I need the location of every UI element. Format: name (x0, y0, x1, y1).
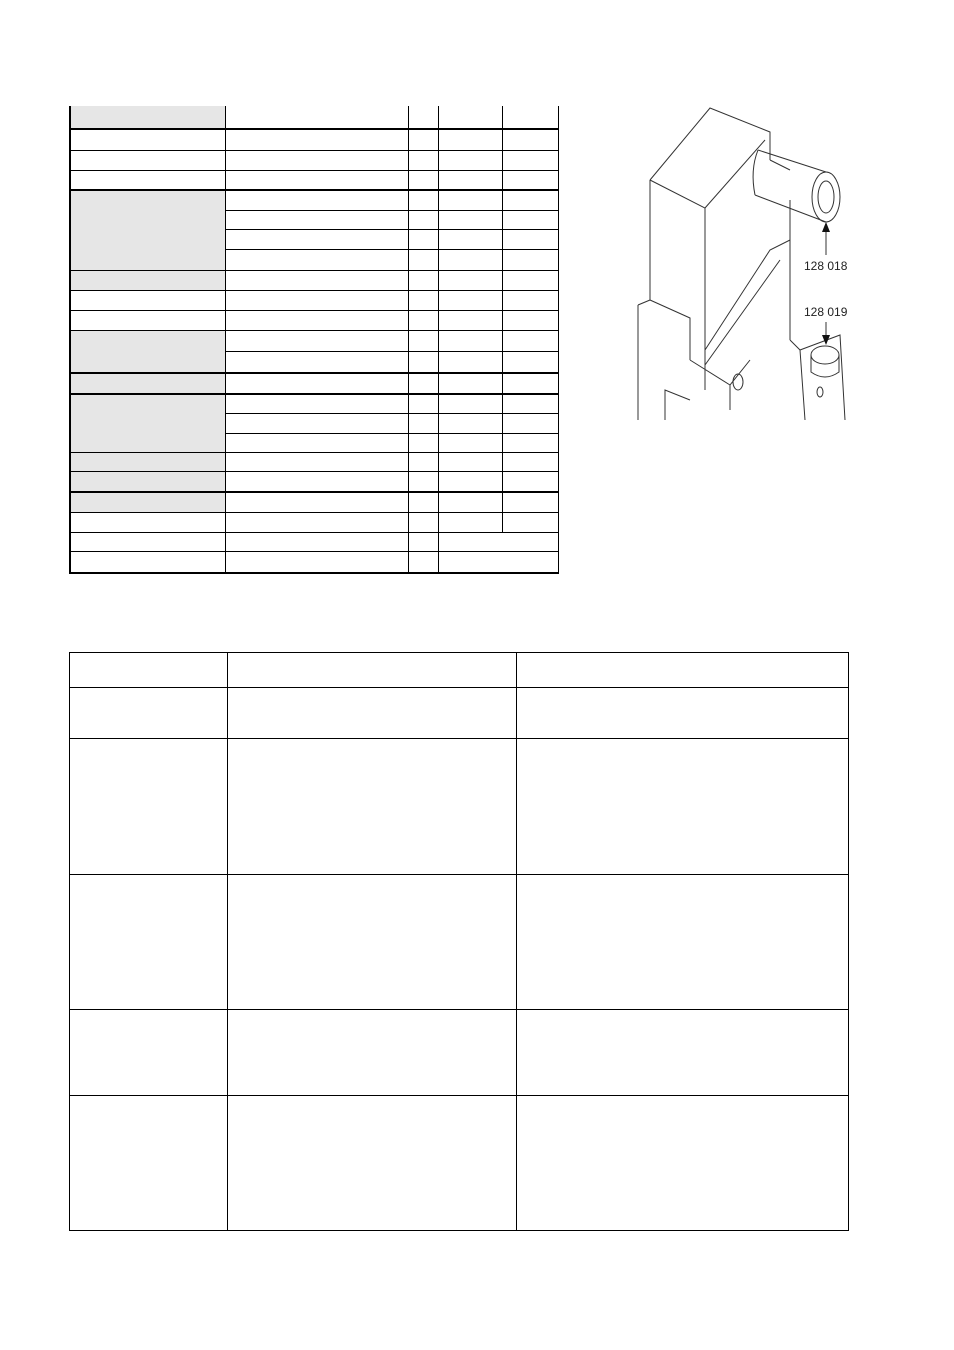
shaded-cell (70, 270, 225, 290)
part-drawing (630, 100, 870, 430)
shaded-cell (70, 106, 225, 128)
description-table (69, 652, 849, 1231)
shaded-cell (70, 190, 225, 270)
table-cell (227, 652, 516, 687)
shaded-cell (70, 453, 225, 491)
callout-label: 128 019 (804, 305, 848, 319)
table-cell (69, 652, 227, 687)
shaded-cell (70, 492, 225, 512)
isometric-part-illustration (630, 100, 870, 430)
shaded-cell (70, 373, 225, 393)
shaded-cell (70, 395, 225, 453)
shaded-cell (70, 330, 225, 372)
table-cell (516, 652, 848, 687)
callout-label: 128 018 (804, 259, 848, 273)
